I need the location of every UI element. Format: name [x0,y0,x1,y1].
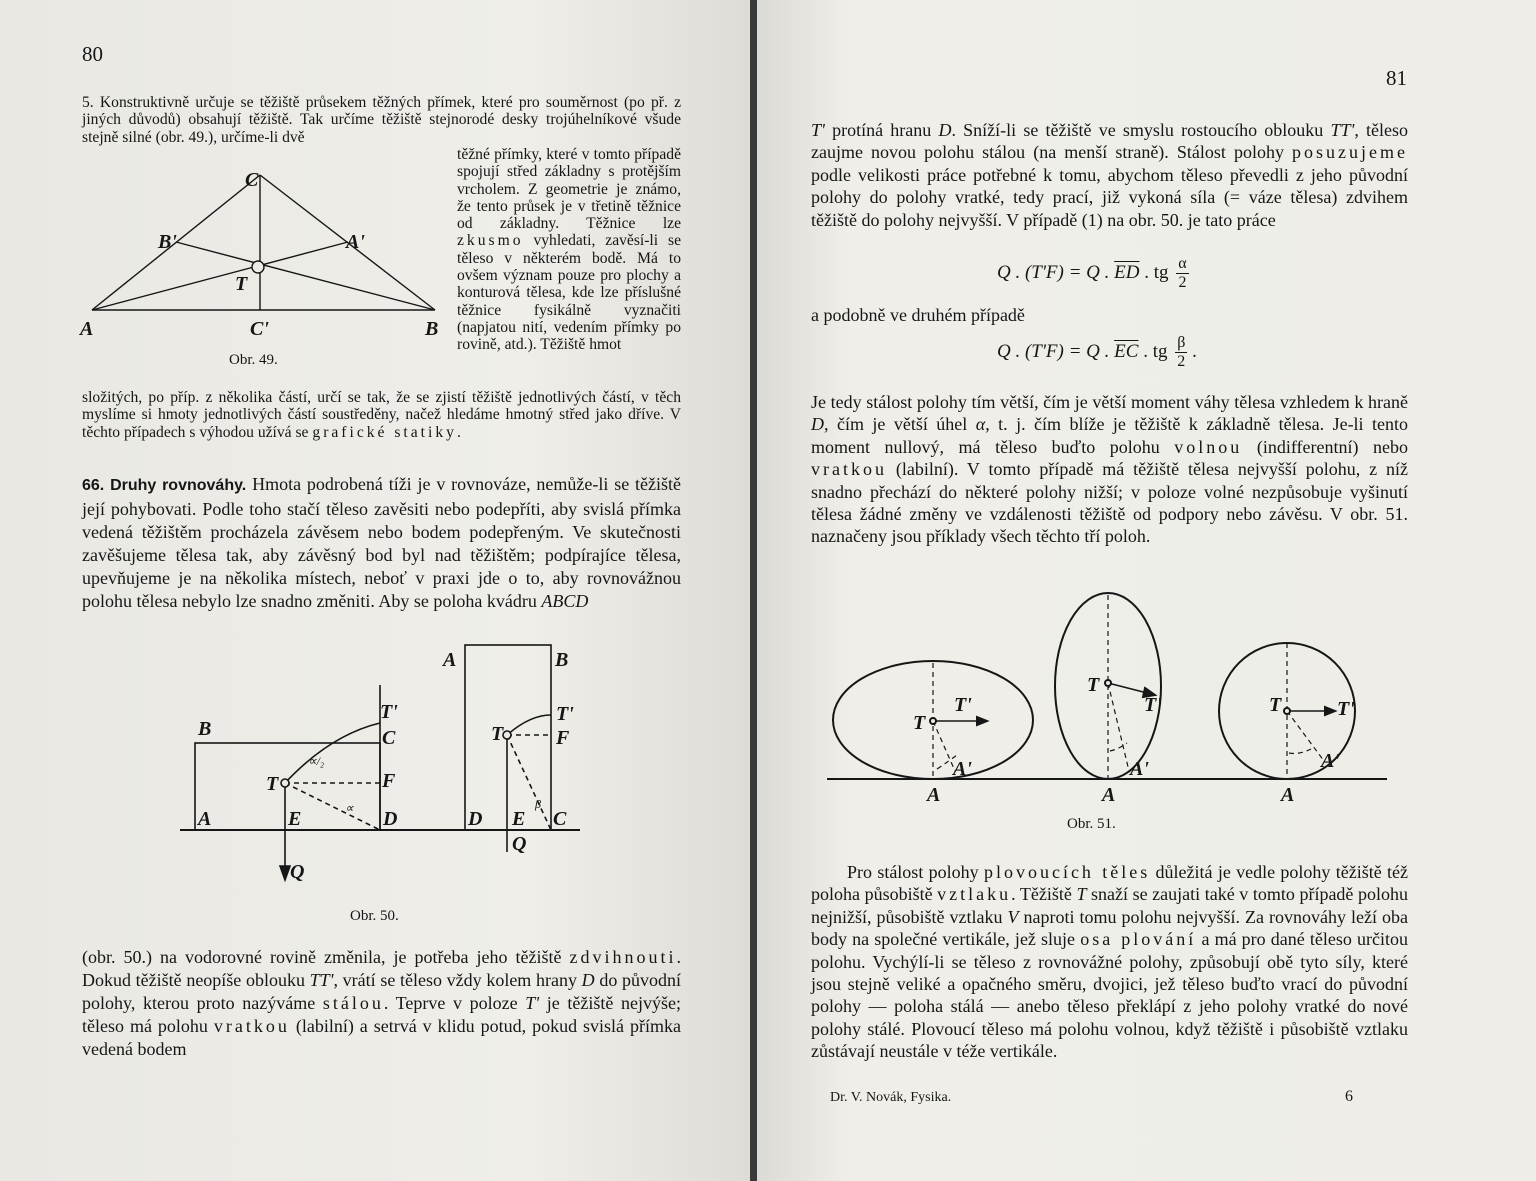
arc-tt-left [285,723,380,783]
fig50-label-alpha-half: ∝/₂ [308,754,325,768]
fig49-label-b: B [425,318,439,340]
fig51-label-t-1: T [913,712,926,734]
figure-50-blocks [180,640,600,883]
fig50-label-c-right: C [553,808,567,830]
centroid-left [281,779,289,787]
fig49-caption: Obr. 49. [229,352,278,368]
fig50-label-c-left: C [382,727,396,749]
figure-51-shapes [827,583,1387,808]
section-66: 66. Druhy rovnováhy. Hmota podrobená tíži je v rovnováze, nemůže-li se těžiště její pohybovati. Podle toho stačí těleso zavěsiti nebo podepříti, aby svislá přímka vedená těžištěm procházela závěsem nebo bodem podepřeným. Ve skutečnosti zavěšujeme tělesa tak, aby závěsný bod byl nad těžištěm; podpírajíce tělesa, upevňujeme je na několika místech, neboť v praxi jde o to, aby rovnovážnou polohu tělesa nebylo lze snadno změniti. Aby se poloha kvádru ABCD [82,474,682,611]
fig50-label-d-right: D [468,808,483,830]
fig49-label-c: C [245,169,259,191]
right-page [757,0,1536,1181]
between-formulas: a podobně ve druhém případě [811,305,1025,325]
median-a [92,242,348,310]
paragraph-5-intro: 5. Konstruktivně určuje se těžiště průsekem těžných přímek, které pro souměrnost (po př. z jiných důvodů) obsahují těžiště. Tak určíme těžiště stejnorodé desky trojúhelníkové všude stejně silné (obr. 49.), určíme-li dvě [82,94,681,146]
fig51-label-t1-3: T' [1337,698,1355,720]
fig50-label-f-right: F [556,727,570,749]
fig50-label-beta: β [535,797,541,811]
fig49-label-c1: C' [250,318,269,340]
fig49-label-t: T [235,273,248,295]
fig50-label-t1-left: T' [380,701,398,723]
fig50-label-a-left: A [198,808,212,830]
formula-2: Q . (T'F) = Q . $\overline{EC}$ . tg $\frac{\beta}{2}$ . [997,334,1197,370]
fig51-label-t1-2: T' [1144,694,1162,716]
centroid-point [252,261,264,273]
fig49-label-b1: B' [158,231,177,253]
fig51-label-t1-1: T' [954,694,972,716]
fig50-caption: Obr. 50. [350,908,399,924]
paragraph-66-cont: (obr. 50.) na vodorovné rovině změnila, je potřeba jeho těžiště zdvihnouti. Dokud těžiště neopíše oblouku TT', vrátí se těleso vždy kolem hrany D do původní polohy, kterou proto nazýváme stálou. Teprve v poloze T' je těžiště nejvýše; těleso má polohu vratkou (labilní) a setrvá v klidu potud, pokud svislá přímka vedená bodem [82,947,681,1059]
fig51-label-a-2: A [1102,784,1116,806]
fig50-label-t-right: T [491,723,504,745]
median-b [176,242,435,310]
fig50-label-d-left: D [383,808,398,830]
fig50-label-f-left: F [382,770,396,792]
section-number: 66. [82,477,105,494]
fig50-label-e-left: E [288,808,302,830]
paragraph-floating: Pro stálost polohy plovoucích těles důležitá je vedle polohy těžiště též poloha působiště vztlaku. Těžiště T snaží se zaujati také v tomto případě polohu nejnižší, působiště vztlaku V naproti tomu polohu nejvyšší. Za rovnováhy leží oba body na společné vertikále, jež sluje osa plování a má pro dané těleso určitou polohu. Vychýlí-li se těleso z rovnovážné polohy, způsobují obě tyto síly, které jsou stejně veliké a opačného směru, dvojici, jež těleso buďto vrací do původní polohy — poloha stálá — anebo těleso překlápí z jeho polohy vratké do nové polohy stálé. Plovoucí těleso má polohu volnou, když těžiště i působiště vztlaku zůstávají neustále v téže vertikále. [811,862,1409,1062]
arc-tt-right [507,715,551,735]
fig51-label-a1-3: A' [1321,750,1340,772]
fig49-label-a1: A' [346,231,365,253]
fig50-label-e-right: E [512,808,526,830]
fig51-label-a-3: A [1281,784,1295,806]
fig51-label-t-2: T [1087,674,1100,696]
figure-49-triangle [80,170,520,350]
fig51-label-t-3: T [1269,694,1282,716]
paragraph-5-end: složitých, po příp. z několika částí, určí se tak, že se zjistí těžiště jednotlivých částí, v těch myslíme si hmoty jednotlivých částí soustředěny, načež hledáme hmotný střed jako dříve. V těchto případech s výhodou užívá se grafické statiky. [82,389,681,441]
centroid-right [503,731,511,739]
paragraph-stability: T' protíná hranu D. Sníží-li se těžiště ve smyslu rostoucího oblouku TT', těleso zaujme novou polohu stálou (na menší straně). Stálost polohy posuzujeme podle velikosti práce potřebné k tomu, abychom těleso převedli z jeho původní polohy do polohy vratké, tedy prací, již vykoná síla (= váze tělesa) zdvihem těžiště do polohy nejvyšší. V případě (1) na obr. 50. je tato práce [811,120,1409,230]
page-number-left: 80 [82,42,103,66]
fig51-label-a1-2: A' [1130,758,1149,780]
fig50-label-alpha: ∝ [345,801,354,815]
fig50-label-t1-right: T' [556,703,574,725]
formula-1: Q . (T'F) = Q . $\overline{ED}$ . tg $\frac{\alpha}{2}$ [997,255,1187,291]
paragraph-5-wrap: těžné přímky, které v tomto případě spojují střed základny s protějším vrcholem. Z geometrie je známo, že tento průsek je v třetině těžnice od základny. Těžnice lze zkusmo vyhledati, zavěsí-li se těleso v některém bodě. Má to ovšem význam pouze pro plochy a konturová tělesa, kde lze příslušné těžnice fysikálně vyznačiti (napjatou nití, vedením přímky po rovině, atd.). Těžiště hmot [457,146,681,354]
fig51-label-a-1: A [927,784,941,806]
fig50-label-b-right: B [555,649,569,671]
fig50-label-t-left: T [266,773,279,795]
fig49-label-a: A [80,318,94,340]
fig51-caption: Obr. 51. [1067,816,1116,832]
footer-sheet-number: 6 [1345,1088,1353,1105]
fig50-label-b-left: B [198,718,212,740]
paragraph-moment: Je tedy stálost polohy tím větší, čím je větší moment váhy tělesa vzhledem k hraně D, čím je větší úhel α, t. j. čím blíže je těžiště k základně tělesa. Je-li tento moment nullový, má těleso buďto polohu volnou (indifferentní) nebo vratkou (labilní). V tomto případě má těžiště tělesa nejvyšší polohu, z níž snadno přechází do některé polohy nižší; v poloze volné nezpůsobuje vyšinutí tělesa žádné změny ve vzdálenosti těžiště od podpory nebo závěsu. V obr. 51. naznačeny jsou příklady všech těchto tří poloh. [811,392,1409,547]
footer-citation: Dr. V. Novák, Fysika. [830,1090,952,1105]
page-number-right: 81 [1386,66,1407,90]
weight-arrow [280,866,290,880]
left-page [0,0,752,1181]
section-title: Druhy rovnováhy. [110,477,247,494]
fig50-label-a-right: A [443,649,457,671]
fig50-label-q-right: Q [512,833,527,855]
fig51-label-a1-1: A' [953,758,972,780]
fig50-label-q-left: Q [290,861,305,883]
